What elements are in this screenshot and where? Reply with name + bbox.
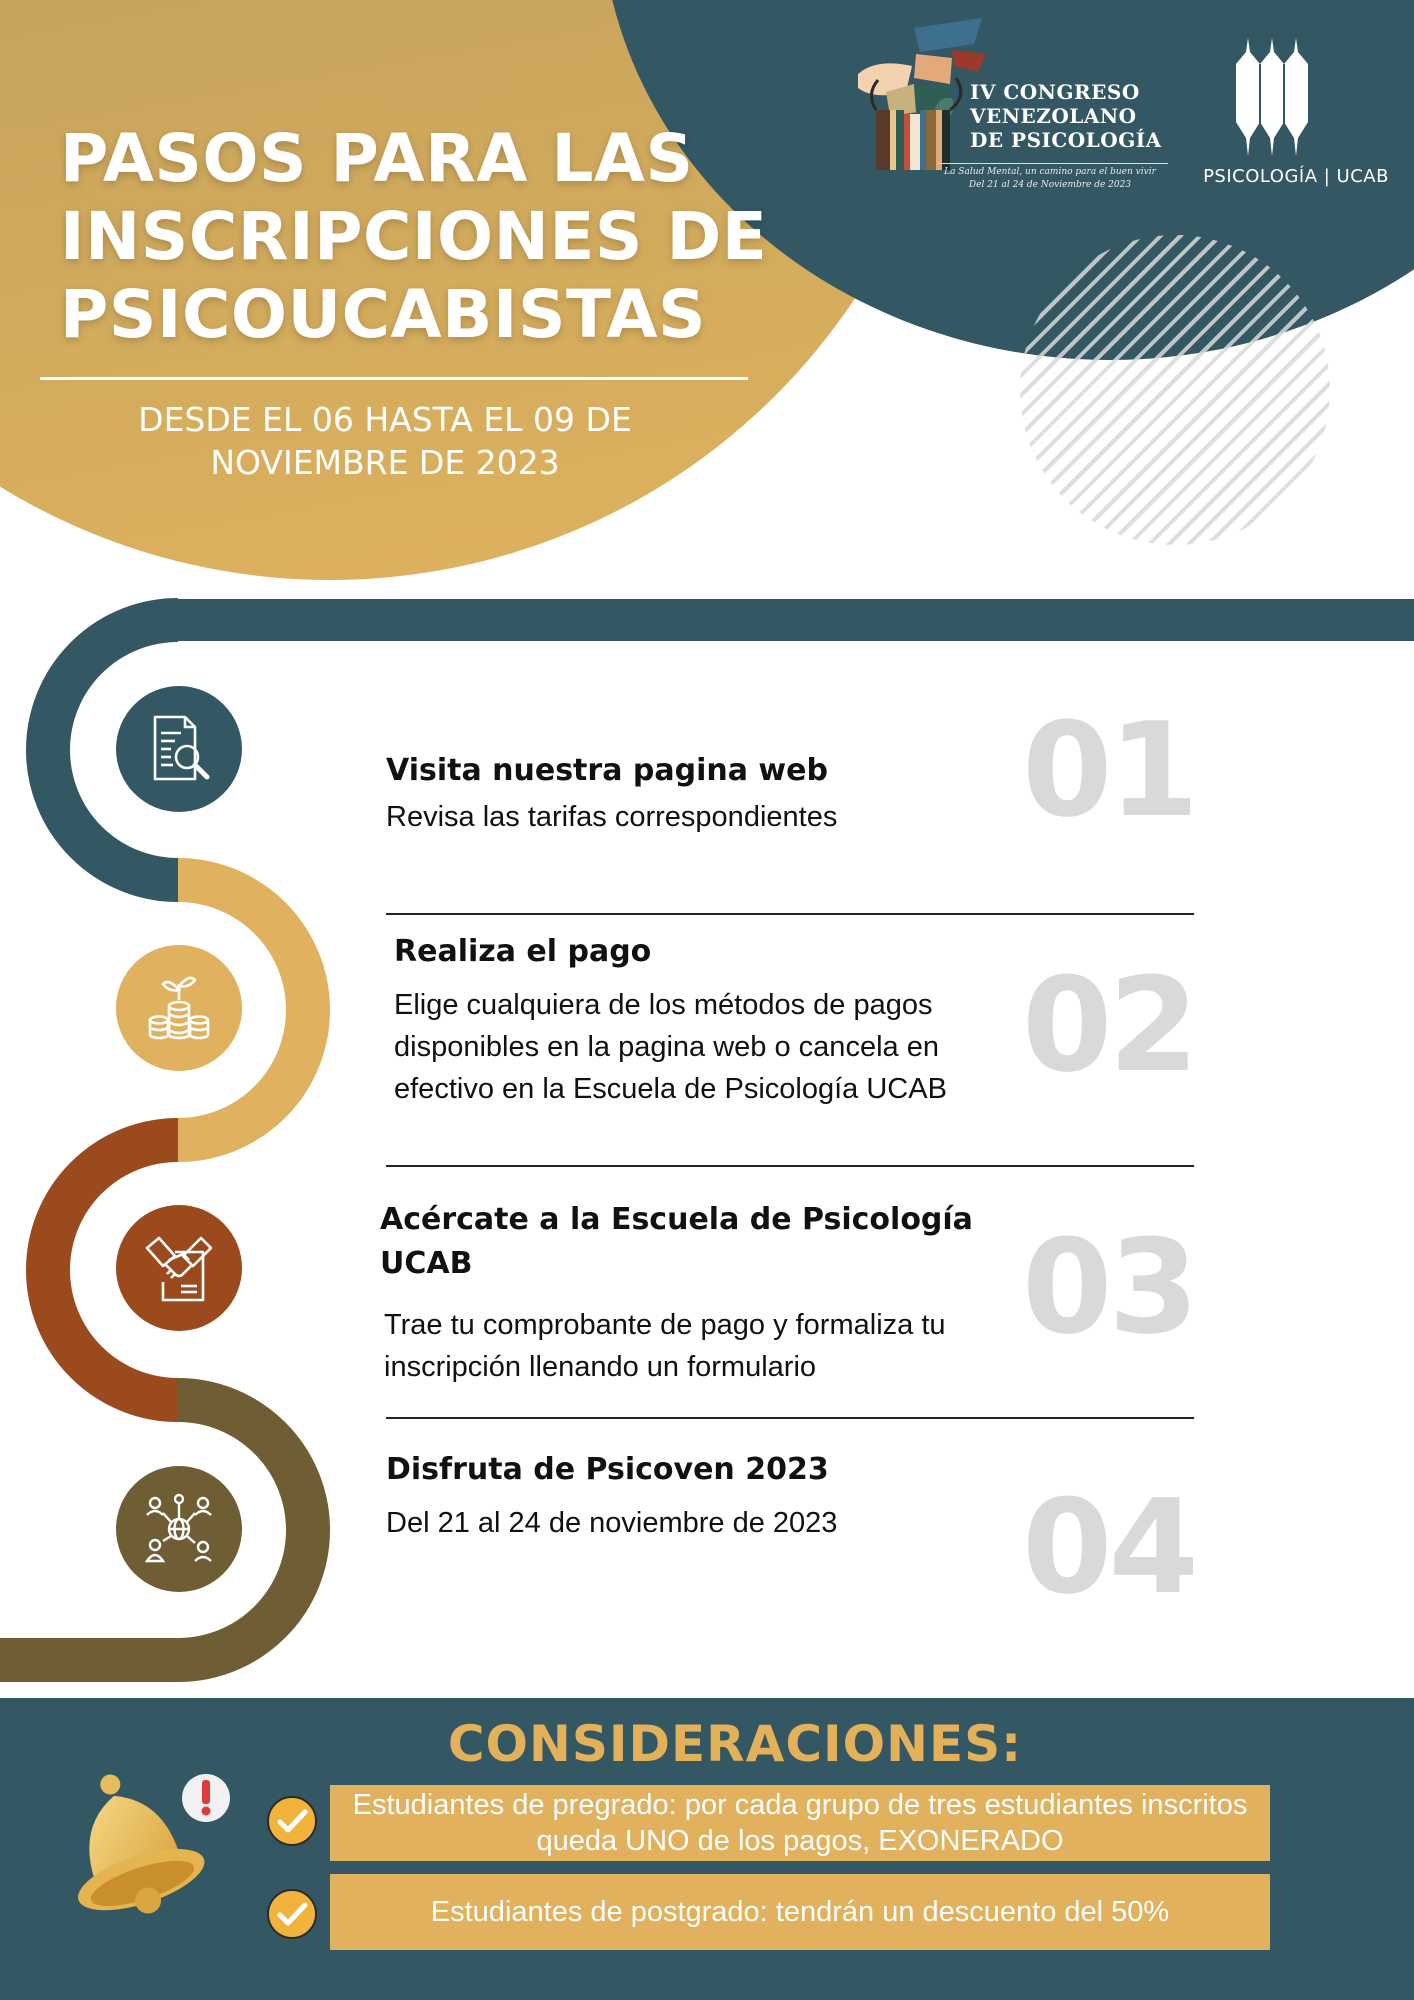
subtitle-line: NOVIEMBRE DE 2023 xyxy=(210,443,560,482)
step-2-icon-badge xyxy=(116,945,242,1071)
step-divider xyxy=(386,1417,1194,1419)
congreso-logo-text xyxy=(970,80,1170,152)
step-3-description: Trae tu comprobante de pago y formaliza tu inscripción llenando un formulario xyxy=(384,1309,946,1383)
step-1-icon-badge xyxy=(116,686,242,812)
considerations-title: CONSIDERACIONES: xyxy=(447,1715,1023,1773)
congreso-line: DE PSICOLOGÍA xyxy=(970,128,1162,152)
step-1-number: 01 xyxy=(1022,694,1195,846)
coins-plant-icon xyxy=(141,970,217,1046)
congreso-tagline xyxy=(930,166,1170,192)
handshake-icon xyxy=(141,1230,217,1306)
step-3-number: 03 xyxy=(1022,1211,1195,1363)
logo-divider xyxy=(938,163,1168,164)
step-1-description: Revisa las tarifas correspondientes xyxy=(386,801,838,833)
step-1-title: Visita nuestra pagina web xyxy=(386,753,828,788)
step-2-description: Elige cualquiera de los métodos de pagos disponibles en la pagina web o cancela en efectivo en la Escuela de Psicología UCAB xyxy=(394,989,947,1105)
document-search-icon xyxy=(141,711,217,787)
step-2-number: 02 xyxy=(1022,949,1195,1101)
consideration-item-postgrad: Estudiantes de postgrado: tendrán un descuento del 50% xyxy=(330,1874,1270,1950)
steps-top-bar xyxy=(176,599,1414,641)
step-4-number: 04 xyxy=(1022,1471,1195,1623)
notification-bell-icon xyxy=(30,1758,240,1938)
step-2-title: Realiza el pago xyxy=(394,934,652,969)
page-title xyxy=(60,120,820,354)
title-line: PSICOUCABISTAS xyxy=(60,276,707,353)
checkmark-icon xyxy=(266,1888,318,1940)
step-4-title: Disfruta de Psicoven 2023 xyxy=(386,1452,829,1487)
step-divider xyxy=(386,913,1194,915)
title-line: PASOS PARA LAS xyxy=(60,120,694,197)
congreso-line: VENEZOLANO xyxy=(970,104,1137,128)
date-range-subtitle xyxy=(60,398,710,484)
step-divider xyxy=(386,1165,1194,1167)
decorative-striped-circle xyxy=(1020,235,1330,545)
step-3-icon-badge xyxy=(116,1205,242,1331)
step-3-title: Acércate a la Escuela de Psicología UCAB xyxy=(380,1202,973,1281)
step-4-description: Del 21 al 24 de noviembre de 2023 xyxy=(386,1507,838,1539)
checkmark-icon xyxy=(266,1795,318,1847)
congreso-line: IV CONGRESO xyxy=(970,80,1140,104)
title-line: INSCRIPCIONES DE xyxy=(60,198,768,275)
network-people-icon xyxy=(141,1491,217,1567)
subtitle-line: DESDE EL 06 HASTA EL 09 DE xyxy=(138,400,632,439)
step-4-icon-badge xyxy=(116,1466,242,1592)
ucab-logo-text: PSICOLOGÍA | UCAB xyxy=(1203,166,1389,187)
congreso-tagline-text: La Salud Mental, un camino para el buen vivir xyxy=(944,167,1156,177)
consideration-item-undergrad: Estudiantes de pregrado: por cada grupo de tres estudiantes inscritos queda UNO de los pagos, EXONERADO xyxy=(330,1785,1270,1861)
congreso-dates: Del 21 al 24 de Noviembre de 2023 xyxy=(968,180,1132,190)
title-underline xyxy=(40,377,748,380)
ucab-towers-logo-icon xyxy=(1236,38,1308,156)
